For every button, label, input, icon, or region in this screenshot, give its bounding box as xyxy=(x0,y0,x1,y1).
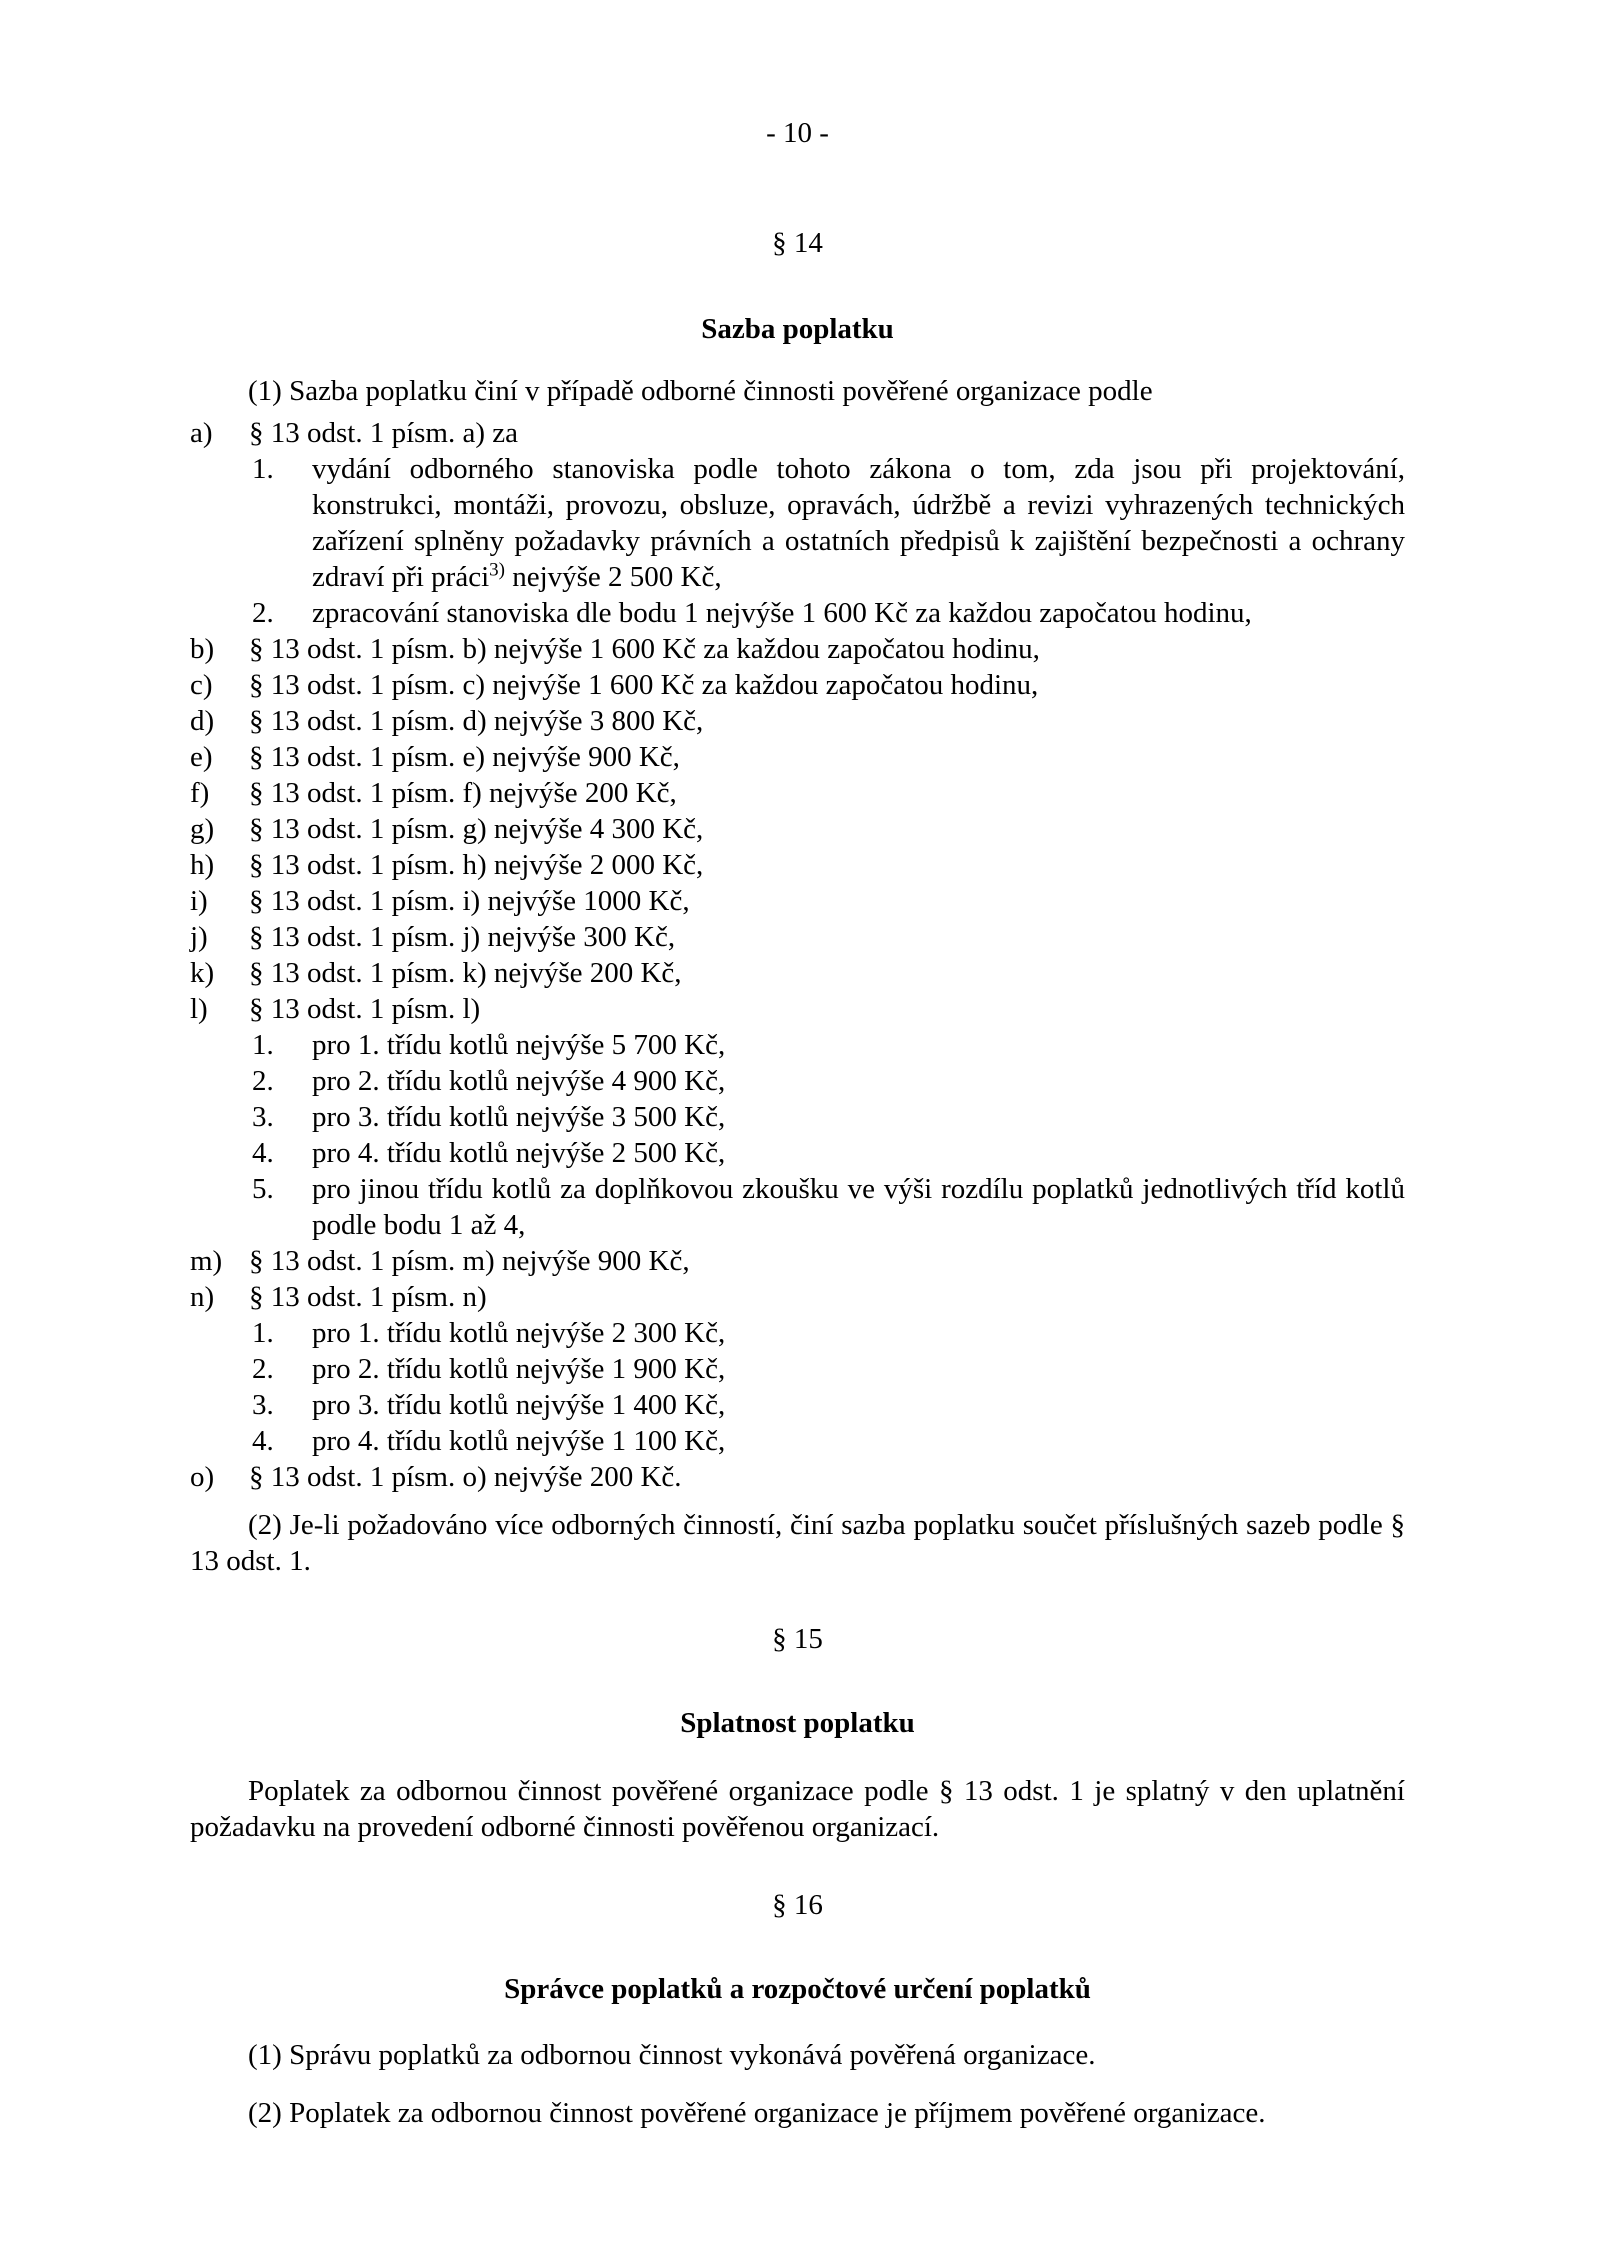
subitem-text: zpracování stanoviska dle bodu 1 nejvýše 1 600 Kč za každou započatou hodinu, xyxy=(312,597,1252,629)
item-text: § 13 odst. 1 písm. m) nejvýše 900 Kč, xyxy=(249,1245,690,1277)
list-item-i xyxy=(190,883,1405,919)
subitem-a2 xyxy=(252,595,1405,631)
subitem-a1 xyxy=(252,451,1405,595)
item-text: § 13 odst. 1 písm. d) nejvýše 3 800 Kč, xyxy=(249,705,704,737)
list-item-c xyxy=(190,667,1405,703)
item-label: i) xyxy=(190,885,208,917)
subitem-l5 xyxy=(252,1171,1405,1243)
section-16 xyxy=(190,1887,1405,2131)
subitem-text: pro jinou třídu kotlů za doplňkovou zkoušku ve výši rozdílu poplatků jednotlivých tříd kotlů podle bodu 1 až 4, xyxy=(312,1173,1405,1241)
item-text: § 13 odst. 1 písm. h) nejvýše 2 000 Kč, xyxy=(249,849,704,881)
section-14-paragraph-2: (2) Je-li požadováno více odborných činností, činí sazba poplatku součet příslušných sazeb podle § 13 odst. 1. xyxy=(190,1509,1405,1577)
item-text: § 13 odst. 1 písm. e) nejvýše 900 Kč, xyxy=(249,741,680,773)
list-item-e xyxy=(190,739,1405,775)
subitem-text: pro 4. třídu kotlů nejvýše 1 100 Kč, xyxy=(312,1425,726,1457)
subitem-l3 xyxy=(252,1099,1405,1135)
section-15-title: Splatnost poplatku xyxy=(680,1707,915,1739)
subitem-number: 1. xyxy=(252,1029,274,1061)
section-14-paragraph-1: (1) Sazba poplatku činí v případě odborné činnosti pověřené organizace podle xyxy=(248,375,1153,407)
subitem-n1 xyxy=(252,1315,1405,1351)
subitem-l1 xyxy=(252,1027,1405,1063)
subitem-n2 xyxy=(252,1351,1405,1387)
subitem-text: pro 1. třídu kotlů nejvýše 5 700 Kč, xyxy=(312,1029,726,1061)
item-text: § 13 odst. 1 písm. c) nejvýše 1 600 Kč za každou započatou hodinu, xyxy=(249,669,1039,701)
fee-list xyxy=(190,415,1405,1495)
item-text: § 13 odst. 1 písm. g) nejvýše 4 300 Kč, xyxy=(249,813,704,845)
item-label: o) xyxy=(190,1461,215,1493)
section-16-title: Správce poplatků a rozpočtové určení poplatků xyxy=(504,1973,1091,2005)
subitem-l4 xyxy=(252,1135,1405,1171)
item-label: e) xyxy=(190,741,213,773)
list-item-g xyxy=(190,811,1405,847)
item-label: h) xyxy=(190,849,215,881)
list-item-b xyxy=(190,631,1405,667)
subitem-number: 1. xyxy=(252,453,274,485)
item-label: l) xyxy=(190,993,208,1025)
section-14-heading: § 14 xyxy=(772,227,823,259)
item-label: c) xyxy=(190,669,213,701)
subitem-number: 2. xyxy=(252,1353,274,1385)
page-number: - 10 - xyxy=(766,117,829,149)
subitem-number: 4. xyxy=(252,1137,274,1169)
section-16-paragraph-1: (1) Správu poplatků za odbornou činnost vykonává pověřená organizace. xyxy=(248,2039,1096,2071)
subitem-number: 2. xyxy=(252,597,274,629)
list-item-m xyxy=(190,1243,1405,1279)
item-label: g) xyxy=(190,813,215,845)
item-text: § 13 odst. 1 písm. l) xyxy=(249,993,481,1025)
item-label: j) xyxy=(190,921,208,953)
item-text: § 13 odst. 1 písm. n) xyxy=(249,1281,487,1313)
list-item-k xyxy=(190,955,1405,991)
item-text: § 13 odst. 1 písm. j) nejvýše 300 Kč, xyxy=(249,921,676,953)
subitem-text: pro 2. třídu kotlů nejvýše 1 900 Kč, xyxy=(312,1353,726,1385)
subitem-l2 xyxy=(252,1063,1405,1099)
section-14-title: Sazba poplatku xyxy=(701,313,894,345)
list-item-l xyxy=(190,991,1405,1243)
list-item-d xyxy=(190,703,1405,739)
subitem-text xyxy=(312,451,1405,595)
item-label: a) xyxy=(190,417,213,449)
item-label: f) xyxy=(190,777,210,809)
section-14 xyxy=(190,225,1405,1579)
subitem-text: pro 4. třídu kotlů nejvýše 2 500 Kč, xyxy=(312,1137,726,1169)
item-label: b) xyxy=(190,633,215,665)
subitem-n3 xyxy=(252,1387,1405,1423)
item-text: § 13 odst. 1 písm. f) nejvýše 200 Kč, xyxy=(249,777,677,809)
subitem-number: 3. xyxy=(252,1101,274,1133)
item-text: § 13 odst. 1 písm. o) nejvýše 200 Kč. xyxy=(249,1461,682,1493)
section-15-heading: § 15 xyxy=(772,1623,823,1655)
subitem-number: 3. xyxy=(252,1389,274,1421)
subitem-text: pro 3. třídu kotlů nejvýše 1 400 Kč, xyxy=(312,1389,726,1421)
subitem-text-part: nejvýše 2 500 Kč, xyxy=(504,561,722,593)
section-16-heading: § 16 xyxy=(772,1889,823,1921)
item-label: d) xyxy=(190,705,215,737)
subitem-number: 1. xyxy=(252,1317,274,1349)
item-text: § 13 odst. 1 písm. i) nejvýše 1000 Kč, xyxy=(249,885,690,917)
subitem-text: pro 2. třídu kotlů nejvýše 4 900 Kč, xyxy=(312,1065,726,1097)
item-label: k) xyxy=(190,957,215,989)
subitem-text: pro 3. třídu kotlů nejvýše 3 500 Kč, xyxy=(312,1101,726,1133)
subitem-text: pro 1. třídu kotlů nejvýše 2 300 Kč, xyxy=(312,1317,726,1349)
item-text: § 13 odst. 1 písm. a) za xyxy=(249,417,519,449)
footnote-ref-3: 3) xyxy=(489,559,505,581)
item-text: § 13 odst. 1 písm. k) nejvýše 200 Kč, xyxy=(249,957,682,989)
list-item-j xyxy=(190,919,1405,955)
subitem-n4 xyxy=(252,1423,1405,1459)
list-item-o xyxy=(190,1459,1405,1495)
subitem-number: 5. xyxy=(252,1173,274,1205)
list-item-h xyxy=(190,847,1405,883)
list-item-n xyxy=(190,1279,1405,1459)
item-label: m) xyxy=(190,1245,223,1277)
item-text: § 13 odst. 1 písm. b) nejvýše 1 600 Kč za každou započatou hodinu, xyxy=(249,633,1040,665)
section-15 xyxy=(190,1621,1405,1845)
section-15-paragraph: Poplatek za odbornou činnost pověřené organizace podle § 13 odst. 1 je splatný v den uplatnění požadavku na provedení odborné činnosti pověřenou organizací. xyxy=(190,1775,1405,1843)
subitem-number: 4. xyxy=(252,1425,274,1457)
subitem-number: 2. xyxy=(252,1065,274,1097)
section-16-paragraph-2: (2) Poplatek za odbornou činnost pověřené organizace je příjmem pověřené organizace. xyxy=(248,2097,1266,2129)
item-label: n) xyxy=(190,1281,215,1313)
list-item-a xyxy=(190,415,1405,631)
list-item-f xyxy=(190,775,1405,811)
subitem-text-part: vydání odborného stanoviska podle tohoto zákona o tom, zda jsou při projektování, konstrukci, montáži, provozu, obsluze, opravách, údržbě a revizi vyhrazených technických zařízení splněny požadavky právních a ostatních předpisů k zajištění bezpečnosti a ochrany zdraví při práci xyxy=(312,453,1405,593)
